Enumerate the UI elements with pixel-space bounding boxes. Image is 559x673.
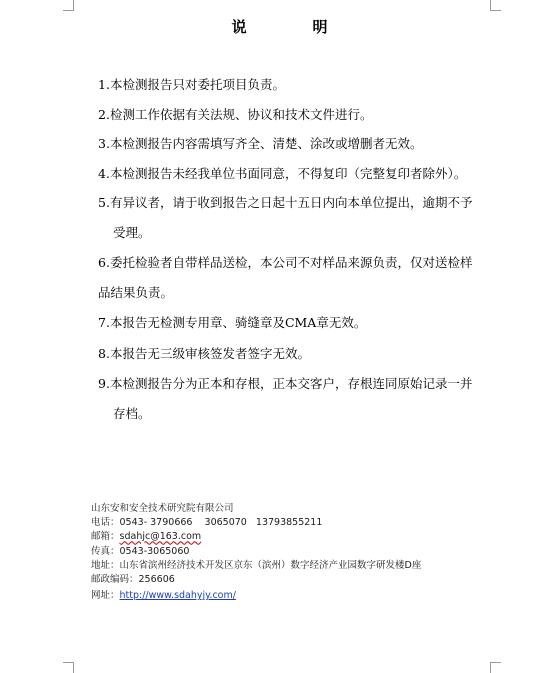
email-line — [91, 530, 421, 544]
website-link[interactable]: http://www.sdahyjy.com/ — [119, 590, 236, 602]
fax-value: 0543-3065060 — [119, 545, 190, 557]
item-number: 1. — [98, 77, 110, 92]
phone-line — [91, 516, 421, 530]
postcode-line — [91, 573, 421, 587]
crop-mark-top-left — [63, 0, 74, 11]
crop-mark-bottom-right — [490, 662, 501, 673]
item-text: 委托检验者自带样品送检，本公司不对样品来源负责，仅对送检样 — [109, 255, 473, 270]
address-value: 山东省滨州经济技术开发区京东（滨州）数字经济产业园数字研发楼D座 — [119, 559, 422, 571]
postcode-label: 邮政编码： — [91, 574, 139, 586]
crop-mark-top-right — [490, 0, 501, 11]
contact-info — [91, 502, 421, 603]
item-number: 3. — [98, 136, 110, 151]
email-value: sdahjc@163.com — [119, 531, 202, 543]
item-number: 8. — [98, 346, 110, 361]
list-item — [98, 188, 498, 248]
company-name: 山东安和安全技术研究院有限公司 — [91, 503, 234, 514]
item-text: 本检测报告内容需填写齐全、清楚、涂改或增删者无效。 — [109, 136, 423, 151]
list-item — [98, 70, 498, 100]
phone-label: 电话： — [91, 517, 120, 529]
item-text: 本报告无三级审核签发者签字无效。 — [109, 346, 310, 361]
item-continuation: 受理。 — [113, 225, 151, 240]
website-line — [91, 589, 421, 603]
fax-line — [91, 545, 421, 559]
list-item — [98, 339, 498, 369]
item-continuation: 品结果负责。 — [98, 285, 174, 300]
item-text: 本检测报告分为正本和存根，正本交客户，存根连同原始记录一并 — [109, 376, 473, 391]
item-text: 检测工作依据有关法规、协议和技术文件进行。 — [109, 107, 373, 122]
item-text: 本检测报告只对委托项目负责。 — [109, 77, 285, 92]
list-item — [98, 308, 498, 338]
item-number: 4. — [98, 166, 110, 181]
item-text: 有异议者，请于收到报告之日起十五日内向本单位提出，逾期不予 — [109, 195, 473, 210]
address-line — [91, 559, 421, 573]
list-item — [98, 248, 498, 308]
crop-mark-bottom-left — [63, 662, 74, 673]
item-number: 5. — [98, 195, 110, 210]
title-right-char: 明 — [312, 18, 328, 36]
website-label: 网址： — [91, 590, 120, 602]
item-number: 7. — [98, 315, 110, 330]
fax-label: 传真： — [91, 545, 120, 557]
list-item — [98, 159, 498, 189]
list-item — [98, 369, 498, 429]
item-text: 本报告无检测专用章、骑缝章及CMA章无效。 — [109, 315, 367, 330]
list-item — [98, 100, 498, 130]
email-label: 邮箱： — [91, 531, 120, 543]
page-title — [0, 16, 559, 37]
item-continuation: 存档。 — [113, 406, 151, 421]
postcode-value: 256606 — [138, 574, 175, 586]
item-number: 9. — [98, 376, 110, 391]
list-item — [98, 129, 498, 159]
item-text: 本检测报告未经我单位书面同意，不得复印（完整复印者除外）。 — [109, 166, 467, 181]
item-number: 6. — [98, 255, 110, 270]
title-left-char: 说 — [231, 18, 247, 36]
address-label: 地址： — [91, 559, 120, 571]
item-number: 2. — [98, 107, 110, 122]
phone-value: 0543- 3790666 3065070 13793855211 — [119, 517, 323, 529]
